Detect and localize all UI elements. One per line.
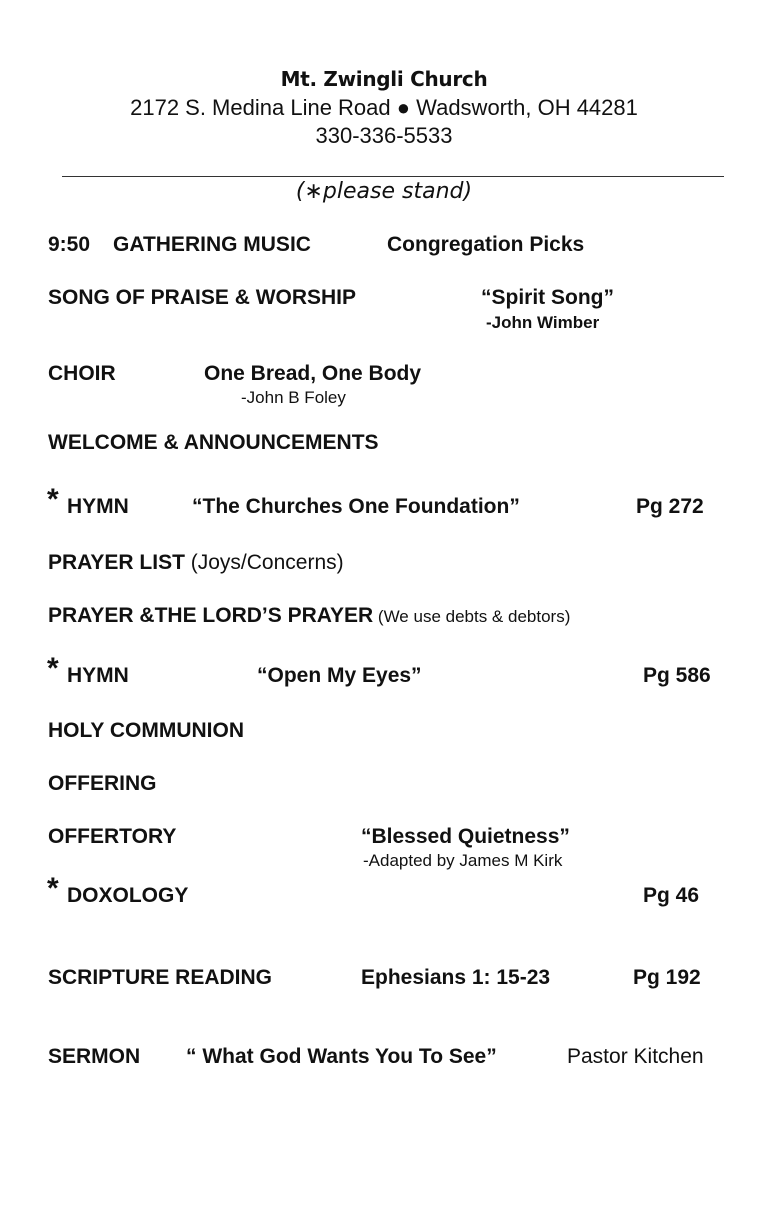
church-name: Mt. Zwingli Church [280,67,488,91]
communion-title: HOLY COMMUNION [48,719,245,742]
prayer-line [48,604,570,628]
choir-author: -John B Foley [241,388,346,407]
prayer-list-title: PRAYER LIST [48,551,185,574]
scripture-reference: Ephesians 1: 15-23 [361,966,551,989]
please-stand-note: (∗please stand) [295,179,473,204]
hymn2-title: HYMN [67,664,129,687]
offertory-title: OFFERTORY [48,825,177,848]
stand-asterisk-hymn2: * [47,652,59,685]
hymn2-song: “Open My Eyes” [257,664,422,687]
doxology-title: DOXOLOGY [67,884,189,907]
gathering-title: GATHERING MUSIC [113,233,311,256]
stand-asterisk-hymn1: * [47,483,59,516]
sermon-title: SERMON [48,1045,141,1068]
scripture-title: SCRIPTURE READING [48,966,273,989]
gathering-time: 9:50 [48,233,91,256]
hymn2-page: Pg 586 [643,664,711,687]
church-phone: 330-336-5533 [315,123,453,148]
sermon-speaker: Pastor Kitchen [567,1045,704,1068]
header-divider [62,176,724,177]
offertory-author: -Adapted by James M Kirk [363,851,563,870]
scripture-page: Pg 192 [633,966,701,989]
choir-song: One Bread, One Body [204,362,422,385]
stand-asterisk-doxology: * [47,872,59,905]
prayer-list-line [48,551,344,575]
doxology-page: Pg 46 [643,884,700,907]
hymn1-song: “The Churches One Foundation” [192,495,520,518]
hymn1-title: HYMN [67,495,129,518]
praise-author: -John Wimber [486,313,600,332]
praise-song: “Spirit Song” [481,286,614,309]
prayer-title: PRAYER &THE LORD’S PRAYER [48,604,374,627]
choir-title: CHOIR [48,362,116,385]
prayer-note: (We use debts & debtors) [373,607,571,626]
offering-title: OFFERING [48,772,157,795]
sermon-song: “ What God Wants You To See” [186,1045,497,1068]
praise-title: SONG OF PRAISE & WORSHIP [48,286,357,309]
hymn1-page: Pg 272 [636,495,704,518]
prayer-list-note: (Joys/Concerns) [184,551,344,574]
gathering-detail: Congregation Picks [387,233,585,256]
welcome-title: WELCOME & ANNOUNCEMENTS [48,431,379,454]
church-address: 2172 S. Medina Line Road ● Wadsworth, OH 44281 [130,95,638,120]
offertory-song: “Blessed Quietness” [361,825,570,848]
